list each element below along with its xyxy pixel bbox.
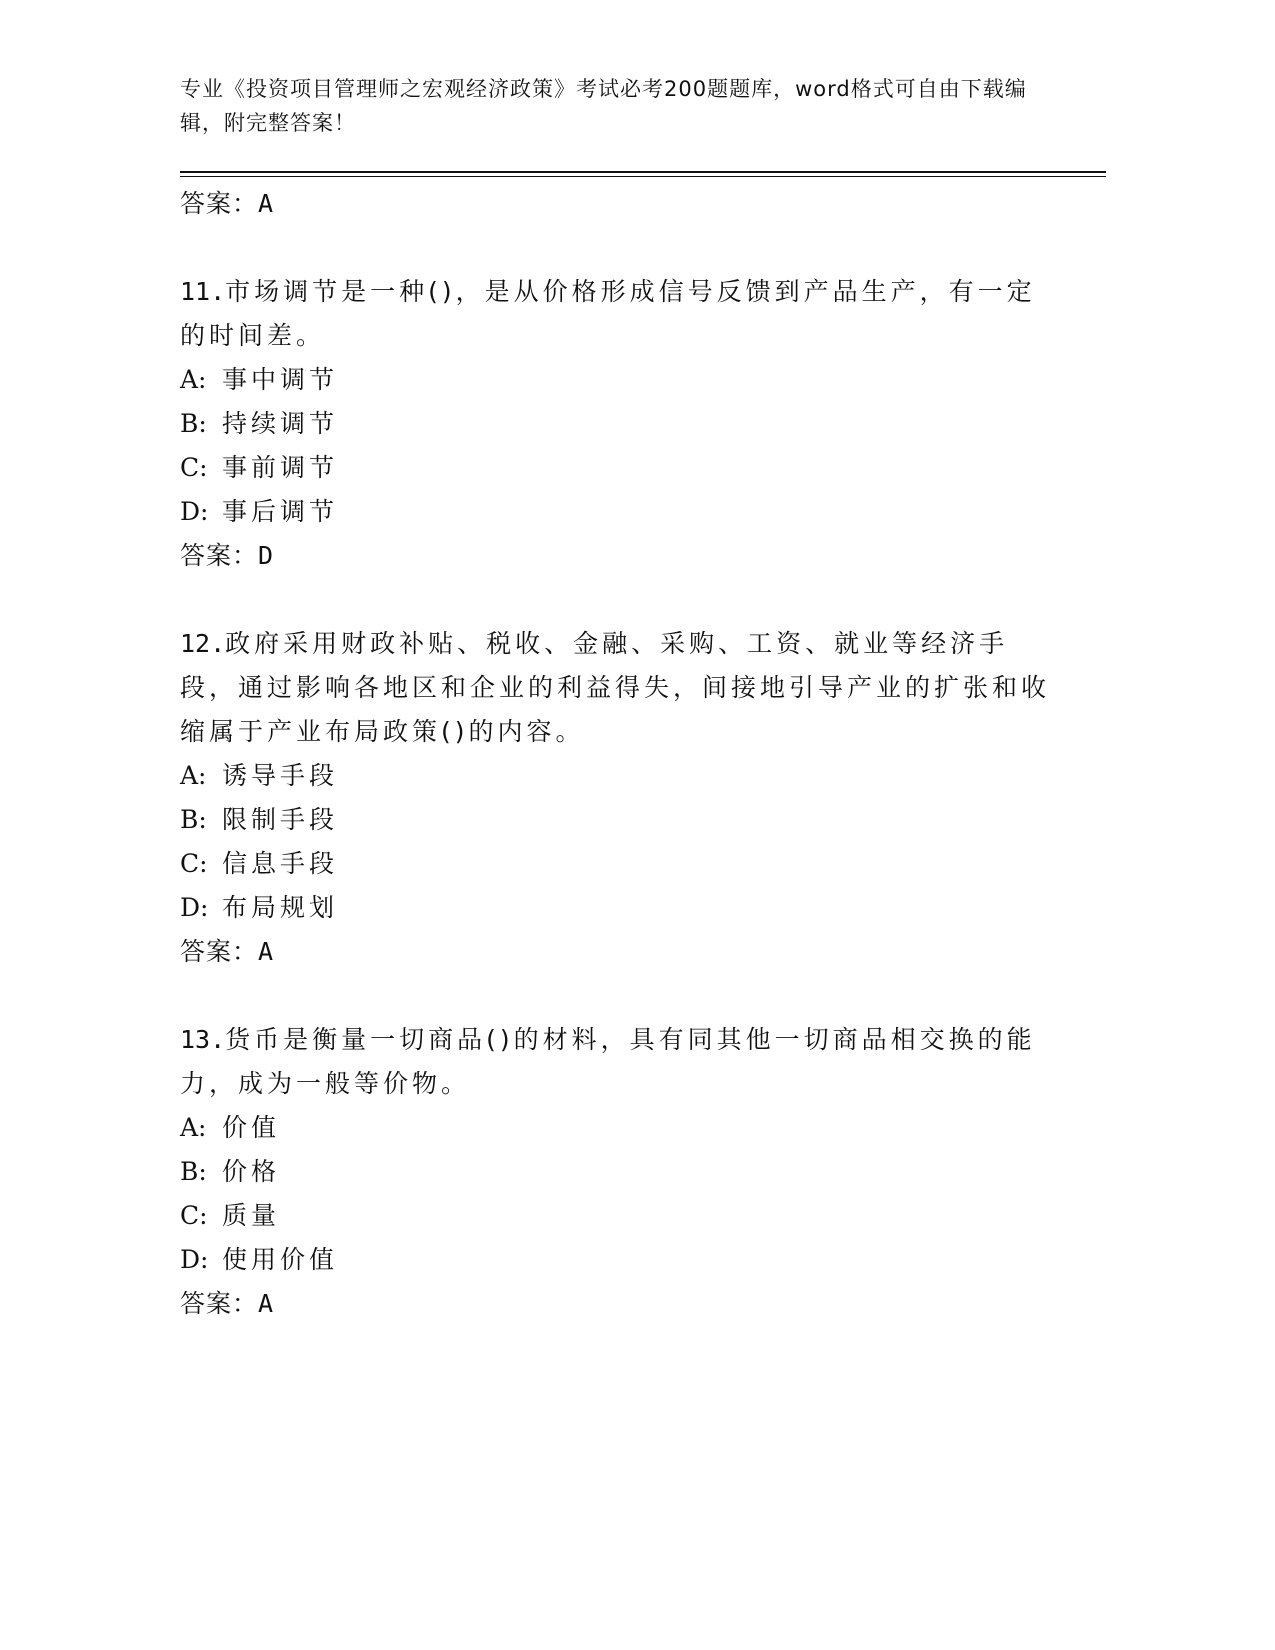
option-text: 布局规划 xyxy=(222,893,339,922)
option-key: C: xyxy=(180,849,208,878)
option-key: A: xyxy=(180,1113,207,1142)
question-stem: 市场调节是一种()，是从价格形成信号反馈到产品生产，有一定的时间差。 xyxy=(180,277,1036,350)
option-key: A: xyxy=(180,365,207,394)
option-a xyxy=(180,358,1060,402)
answer xyxy=(180,930,1060,974)
answer-label: 答案： xyxy=(180,189,259,218)
header-divider xyxy=(180,171,1106,173)
option-key: A: xyxy=(180,761,207,790)
answer xyxy=(180,534,1060,578)
option-text: 持续调节 xyxy=(222,409,339,438)
question-number: 12. xyxy=(180,629,226,658)
option-text: 限制手段 xyxy=(222,805,339,834)
option-text: 价格 xyxy=(222,1157,281,1186)
answer-label: 答案： xyxy=(180,937,259,966)
option-c xyxy=(180,1194,1060,1238)
option-d xyxy=(180,1238,1060,1282)
answer-value: A xyxy=(258,1289,275,1318)
option-text: 事前调节 xyxy=(222,453,339,482)
option-key: D: xyxy=(180,1245,209,1274)
option-text: 事后调节 xyxy=(222,497,339,526)
question-text xyxy=(180,270,1060,358)
question-number: 11. xyxy=(180,277,226,306)
option-d xyxy=(180,490,1060,534)
option-key: C: xyxy=(180,453,208,482)
option-b xyxy=(180,798,1060,842)
option-c xyxy=(180,446,1060,490)
question-text xyxy=(180,1018,1060,1106)
answer-value: A xyxy=(258,937,275,966)
question-block-13 xyxy=(180,1018,1060,1326)
option-key: D: xyxy=(180,893,209,922)
option-key: B: xyxy=(180,1157,207,1186)
option-key: C: xyxy=(180,1201,208,1230)
option-b xyxy=(180,402,1060,446)
answer-value: D xyxy=(258,541,275,570)
answer-label: 答案： xyxy=(180,1289,259,1318)
question-block-11 xyxy=(180,270,1060,578)
question-stem: 政府采用财政补贴、税收、金融、采购、工资、就业等经济手段，通过影响各地区和企业的利益得失，间接地引导产业的扩张和收缩属于产业布局政策()的内容。 xyxy=(180,629,1051,746)
question-list xyxy=(180,182,1060,1326)
option-text: 信息手段 xyxy=(222,849,339,878)
previous-answer xyxy=(180,182,1060,226)
question-stem: 货币是衡量一切商品()的材料，具有同其他一切商品相交换的能力，成为一般等价物。 xyxy=(180,1025,1036,1098)
option-c xyxy=(180,842,1060,886)
option-key: B: xyxy=(180,805,207,834)
option-d xyxy=(180,886,1060,930)
answer-label: 答案： xyxy=(180,541,259,570)
answer-value: A xyxy=(258,189,275,218)
option-text: 诱导手段 xyxy=(222,761,339,790)
header-divider-thin xyxy=(180,176,1106,177)
option-text: 价值 xyxy=(222,1113,281,1142)
option-text: 使用价值 xyxy=(222,1245,339,1274)
question-number: 13. xyxy=(180,1025,226,1054)
option-key: D: xyxy=(180,497,209,526)
document-header: 专业《投资项目管理师之宏观经济政策》考试必考200题题库，word格式可自由下载编辑，附完整答案！ xyxy=(180,77,1027,135)
option-b xyxy=(180,1150,1060,1194)
option-a xyxy=(180,754,1060,798)
question-text xyxy=(180,622,1060,754)
answer xyxy=(180,1282,1060,1326)
question-block-12 xyxy=(180,622,1060,974)
option-text: 事中调节 xyxy=(222,365,339,394)
option-text: 质量 xyxy=(222,1201,281,1230)
option-key: B: xyxy=(180,409,207,438)
option-a xyxy=(180,1106,1060,1150)
